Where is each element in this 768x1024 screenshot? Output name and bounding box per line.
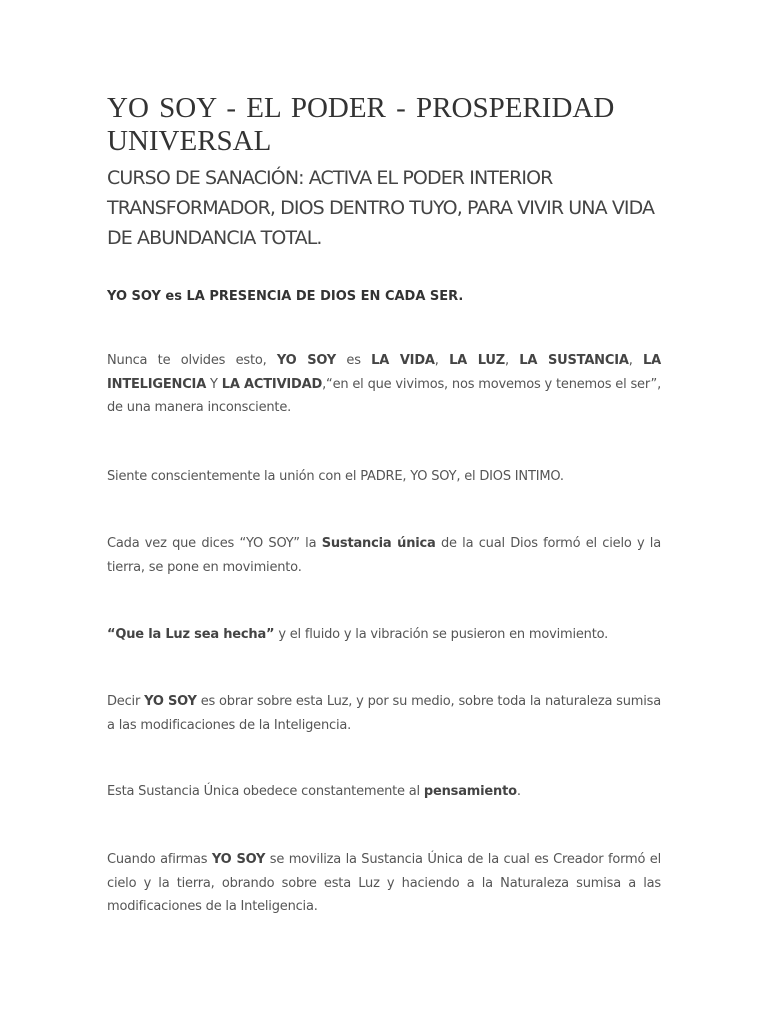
p1-bold-la-inteligencia: LA INTELIGENCIA — [107, 353, 661, 392]
document-subtitle: CURSO DE SANACIÓN: ACTIVA EL PODER INTERIOR TRANSFORMADOR, DIOS DENTRO TUYO, PARA VIVIR UNA VIDA DE ABUNDANCIA TOTAL. — [107, 167, 655, 249]
lead-bold-yo-soy: YO SOY — [107, 289, 161, 304]
p3-text-1: Cada vez que dices “YO SOY” la — [107, 536, 322, 551]
paragraph-nunca-te-olvides — [107, 349, 661, 420]
paragraph-que-la-luz — [107, 623, 661, 647]
p1-text-3: , — [434, 353, 450, 368]
p2-text: Siente conscientemente la unión con el PADRE, YO SOY, el DIOS INTIMO. — [107, 469, 564, 484]
paragraph-cuando-afirmas — [107, 848, 661, 919]
p4-text-1: y el fluido y la vibración se pusieron en movimiento. — [274, 627, 609, 642]
paragraph-esta-sustancia — [107, 780, 661, 804]
p1-text-1: Nunca te olvides esto, — [107, 353, 277, 368]
p3-bold-sustancia-unica: Sustancia única — [321, 536, 436, 551]
p7-text-2: se moviliza la Sustancia Única de la cual es Creador formó el cielo y la tierra, obrando sobre esta Luz y haciendo a la Naturaleza sumisa a las modificaciones de la Inteligencia. — [107, 852, 661, 914]
lead-statement — [107, 287, 661, 307]
p6-text-2: . — [516, 784, 521, 799]
p1-text-7: ,“en el que vivimos, nos movemos y tenemos el ser”, de una manera inconsciente. — [107, 376, 661, 415]
p7-text-1: Cuando afirmas — [107, 852, 212, 867]
p1-text-5: , — [628, 353, 643, 368]
p1-bold-yo-soy: YO SOY — [276, 353, 337, 368]
paragraph-decir-yo-soy — [107, 690, 661, 737]
lead-bold-es: es — [160, 289, 187, 304]
paragraph-siente — [107, 465, 661, 489]
p1-text-6: Y — [206, 376, 222, 392]
p1-text-4: , — [504, 353, 520, 368]
p6-bold-pensamiento: pensamiento — [423, 784, 517, 799]
p3-text-2: de la cual Dios formó el cielo y la tierra, se pone en movimiento. — [107, 536, 661, 575]
p1-bold-la-vida: LA VIDA — [371, 353, 435, 368]
p1-bold-la-actividad: LA ACTIVIDAD — [221, 376, 323, 392]
p1-text-2: es — [336, 353, 372, 368]
p5-bold-yo-soy: YO SOY — [144, 694, 197, 709]
p5-text-1: Decir — [107, 694, 145, 709]
paragraph-cada-vez — [107, 532, 661, 579]
document-title: YO SOY - EL PODER - PROSPERIDAD UNIVERSAL — [107, 92, 615, 157]
p1-bold-la-luz: LA LUZ — [449, 353, 505, 368]
lead-bold-presence: LA PRESENCIA DE DIOS EN CADA SER. — [186, 289, 464, 304]
p5-text-2: es obrar sobre esta Luz, y por su medio, sobre toda la naturaleza sumisa a las modificaciones de la Inteligencia. — [107, 694, 661, 733]
p1-bold-la-sustancia: LA SUSTANCIA — [519, 353, 629, 368]
p7-bold-yo-soy: YO SOY — [211, 852, 266, 867]
p6-text-1: Esta Sustancia Única obedece constantemente al — [107, 784, 424, 799]
p4-bold-quote: “Que la Luz sea hecha” — [107, 627, 275, 642]
